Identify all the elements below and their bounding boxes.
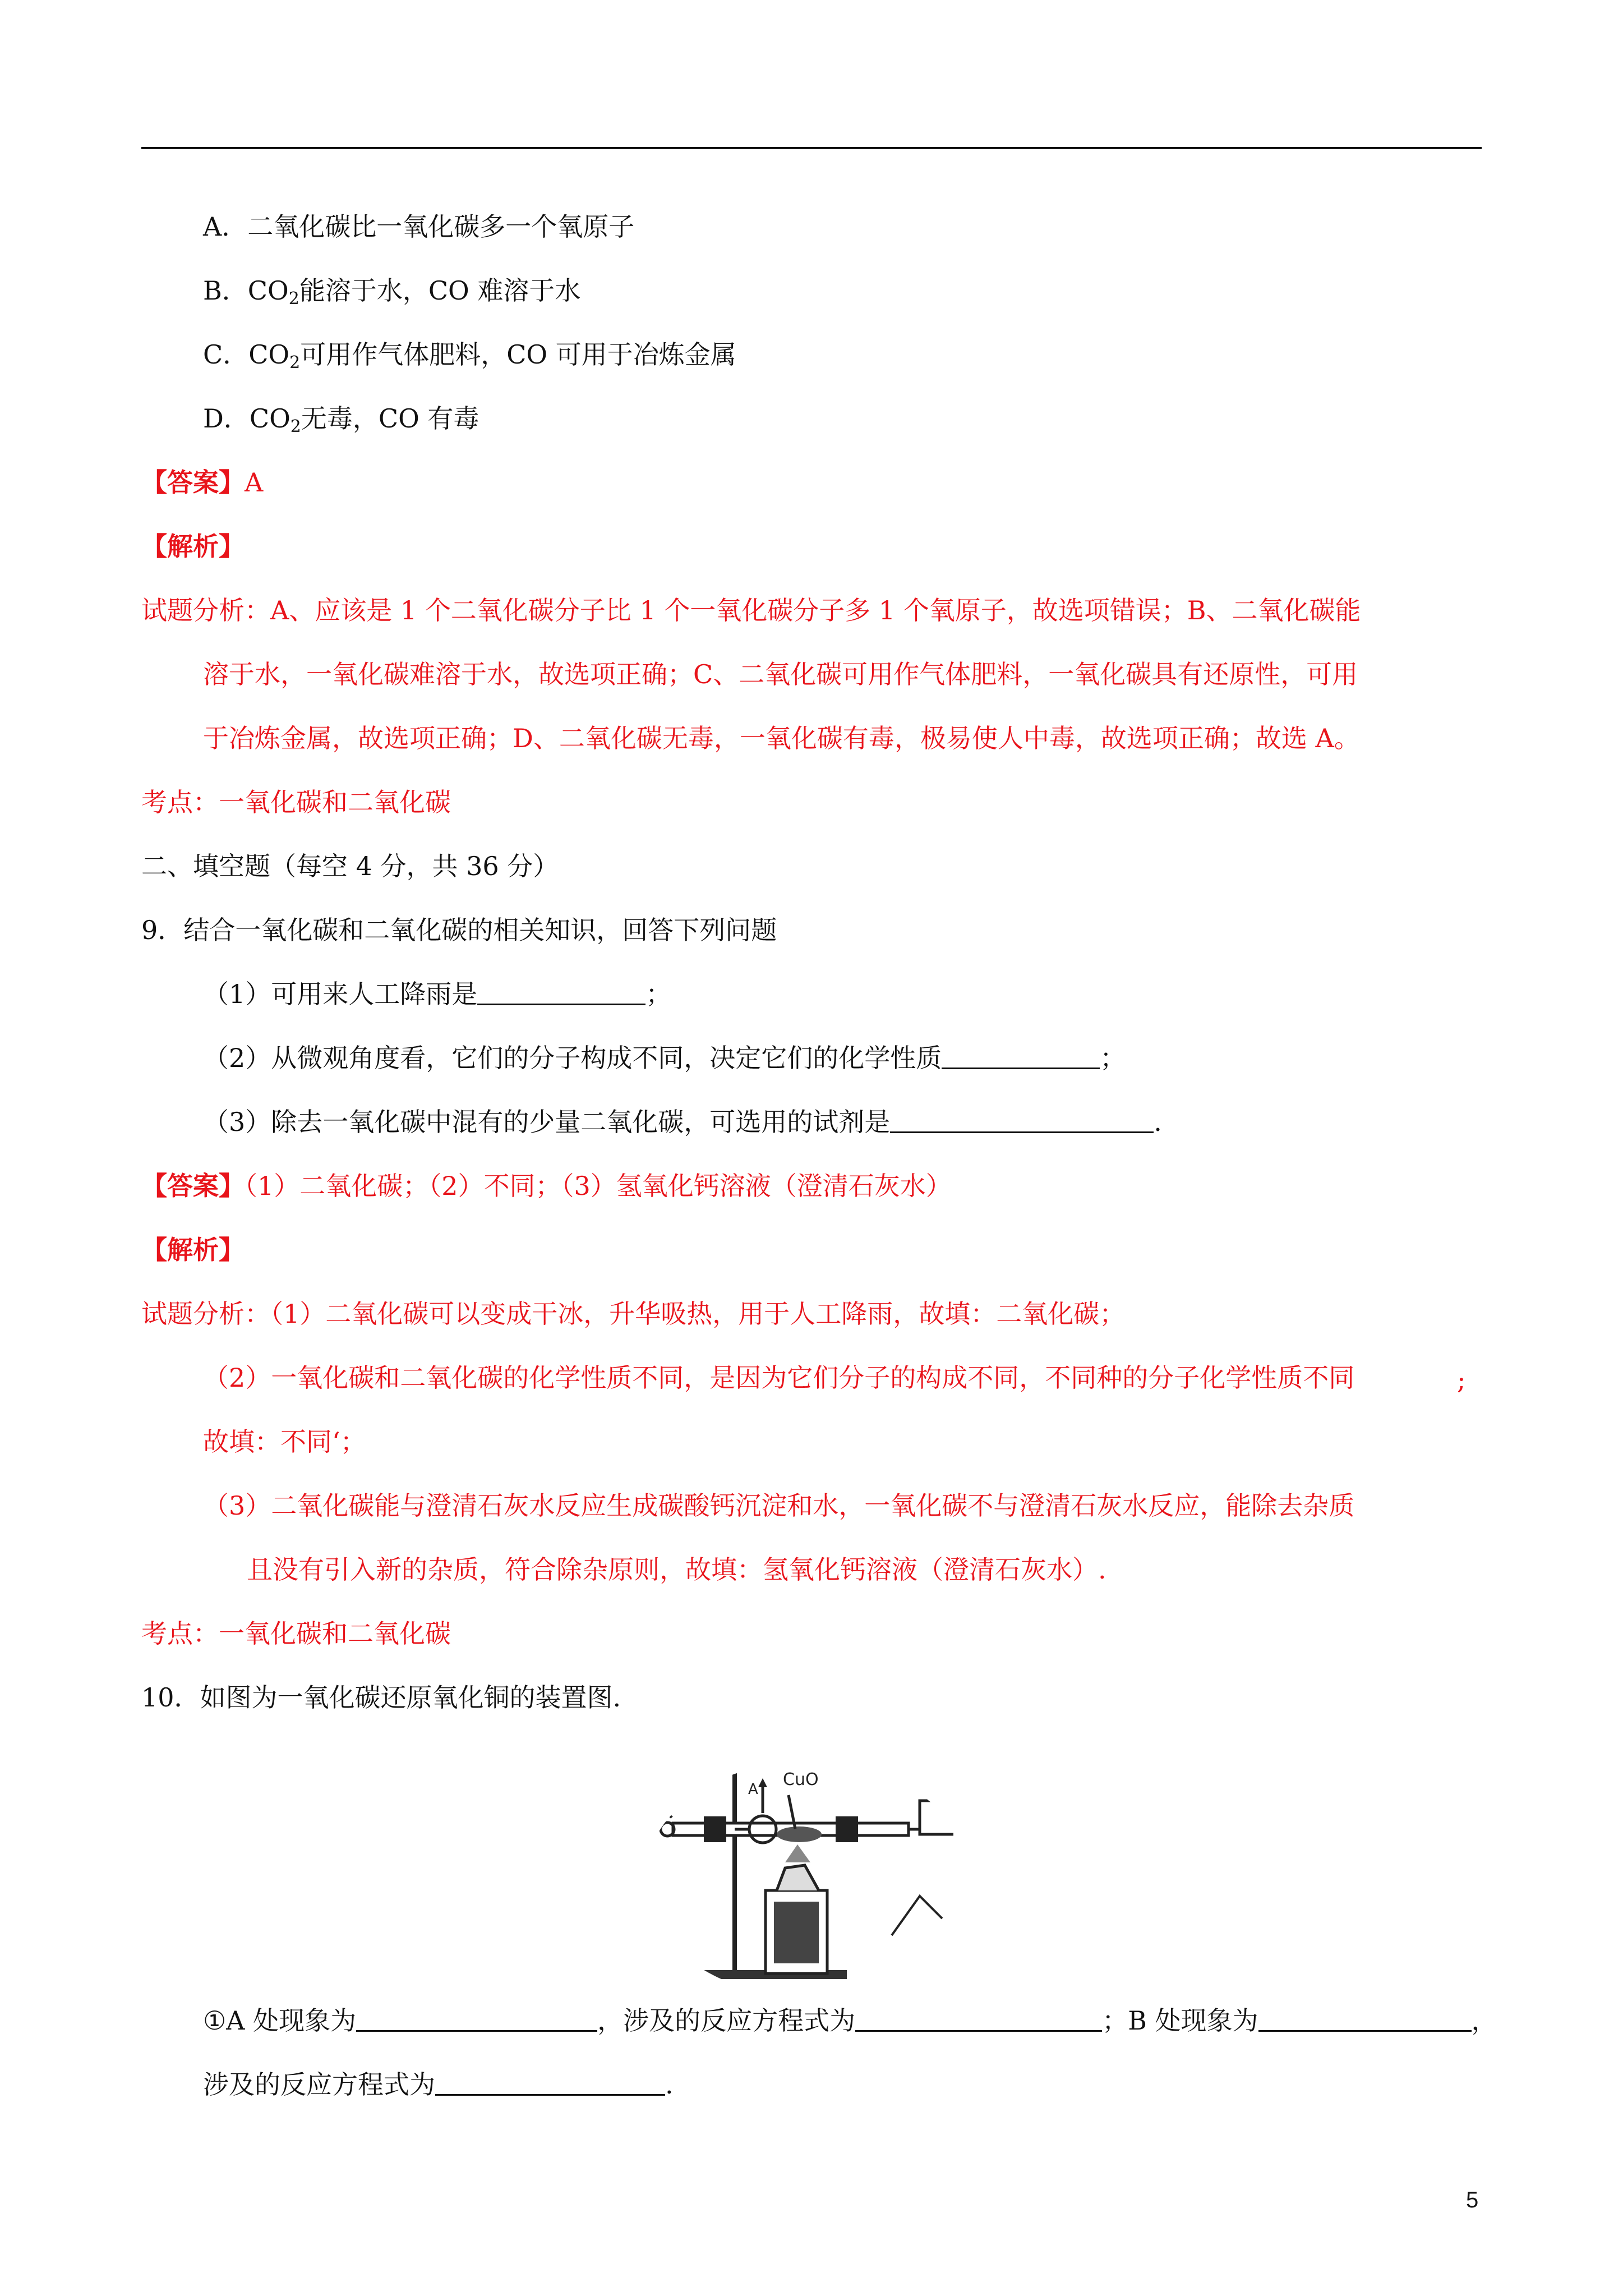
q9-stem: 9．结合一氧化碳和二氧化碳的相关知识，回答下列问题 [141, 915, 777, 945]
label-a: A [748, 1781, 758, 1798]
q8-analysis-label: 【解析】 [141, 531, 245, 562]
header-rule [141, 147, 1482, 149]
q9-analysis-line: （2）一氧化碳和二氧化碳的化学性质不同，是因为它们分子的构成不同，不同种的分子化学性质不同 [203, 1363, 1355, 1393]
q9-analysis-line: 且没有引入新的杂质，符合除杂原则，故填：氢氧化钙溶液（澄清石灰水）. [247, 1554, 1106, 1585]
q9-analysis-label: 【解析】 [141, 1235, 245, 1265]
answer-blank[interactable] [855, 2008, 1102, 2032]
q8-analysis-line: 试题分析：A、应该是 1 个二氧化碳分子比 1 个一氧化碳分子多 1 个氧原子，故选项错误；B、二氧化碳能 [141, 595, 1361, 625]
page-number: 5 [1466, 2188, 1479, 2212]
q8-analysis-line: 溶于水，一氧化碳难溶于水，故选项正确；C、二氧化碳可用作气体肥料，一氧化碳具有还原性，可用 [203, 659, 1358, 689]
q10-line1: ①A 处现象为 ，涉及的反应方程式为 ；B 处现象为 ， [203, 2005, 1497, 2036]
apparatus-figure [651, 1750, 965, 1986]
answer-blank[interactable] [477, 981, 645, 1005]
q9-sub1: （1）可用来人工降雨是 ； [203, 979, 672, 1009]
q9-semicolon: ; [1457, 1365, 1466, 1395]
q9-answer: 【答案】（1）二氧化碳；（2）不同；（3）氢氧化钙溶液（澄清石灰水） [141, 1171, 952, 1201]
q9-kaodian: 考点：一氧化碳和二氧化碳 [141, 1618, 451, 1649]
option-a: A．二氧化碳比一氧化碳多一个氧原子 [203, 211, 635, 242]
q10-stem: 10．如图为一氧化碳还原氧化铜的装置图. [141, 1682, 621, 1713]
answer-blank[interactable] [356, 2008, 597, 2032]
q9-sub2: （2）从微观角度看，它们的分子构成不同，决定它们的化学性质 ； [203, 1043, 1126, 1073]
q8-answer: 【答案】A [141, 467, 264, 498]
q9-sub3: （3）除去一氧化碳中混有的少量二氧化碳，可选用的试剂是 . [203, 1107, 1162, 1137]
option-b: B．$CO_2$能溶于水，CO 难溶于水 [203, 275, 581, 309]
option-d: D．$CO_2$无毒，CO 有毒 [203, 403, 479, 436]
q9-analysis-line: （3）二氧化碳能与澄清石灰水反应生成碳酸钙沉淀和水，一氧化碳不与澄清石灰水反应，能除去杂质 [203, 1490, 1355, 1521]
q10-line2: 涉及的反应方程式为 . [203, 2069, 674, 2100]
q9-analysis-line: 试题分析：（1）二氧化碳可以变成干冰，升华吸热，用于人工降雨，故填：二氧化碳； [141, 1299, 1126, 1329]
answer-blank[interactable] [890, 1109, 1154, 1133]
label-cuo: CuO [783, 1770, 819, 1789]
answer-blank[interactable] [942, 1045, 1100, 1069]
section-heading: 二、填空题（每空 4 分，共 36 分） [141, 851, 559, 881]
option-c: C．$CO_2$可用作气体肥料，CO 可用于冶炼金属 [203, 339, 736, 372]
q8-kaodian: 考点：一氧化碳和二氧化碳 [141, 787, 451, 817]
q9-analysis-line: 故填：不同‘； [203, 1427, 366, 1457]
answer-blank[interactable] [1258, 2008, 1472, 2032]
q8-analysis-line: 于冶炼金属，故选项正确；D、二氧化碳无毒，一氧化碳有毒，极易使人中毒，故选项正确；故选 A。 [203, 723, 1360, 753]
answer-blank[interactable] [435, 2072, 665, 2096]
